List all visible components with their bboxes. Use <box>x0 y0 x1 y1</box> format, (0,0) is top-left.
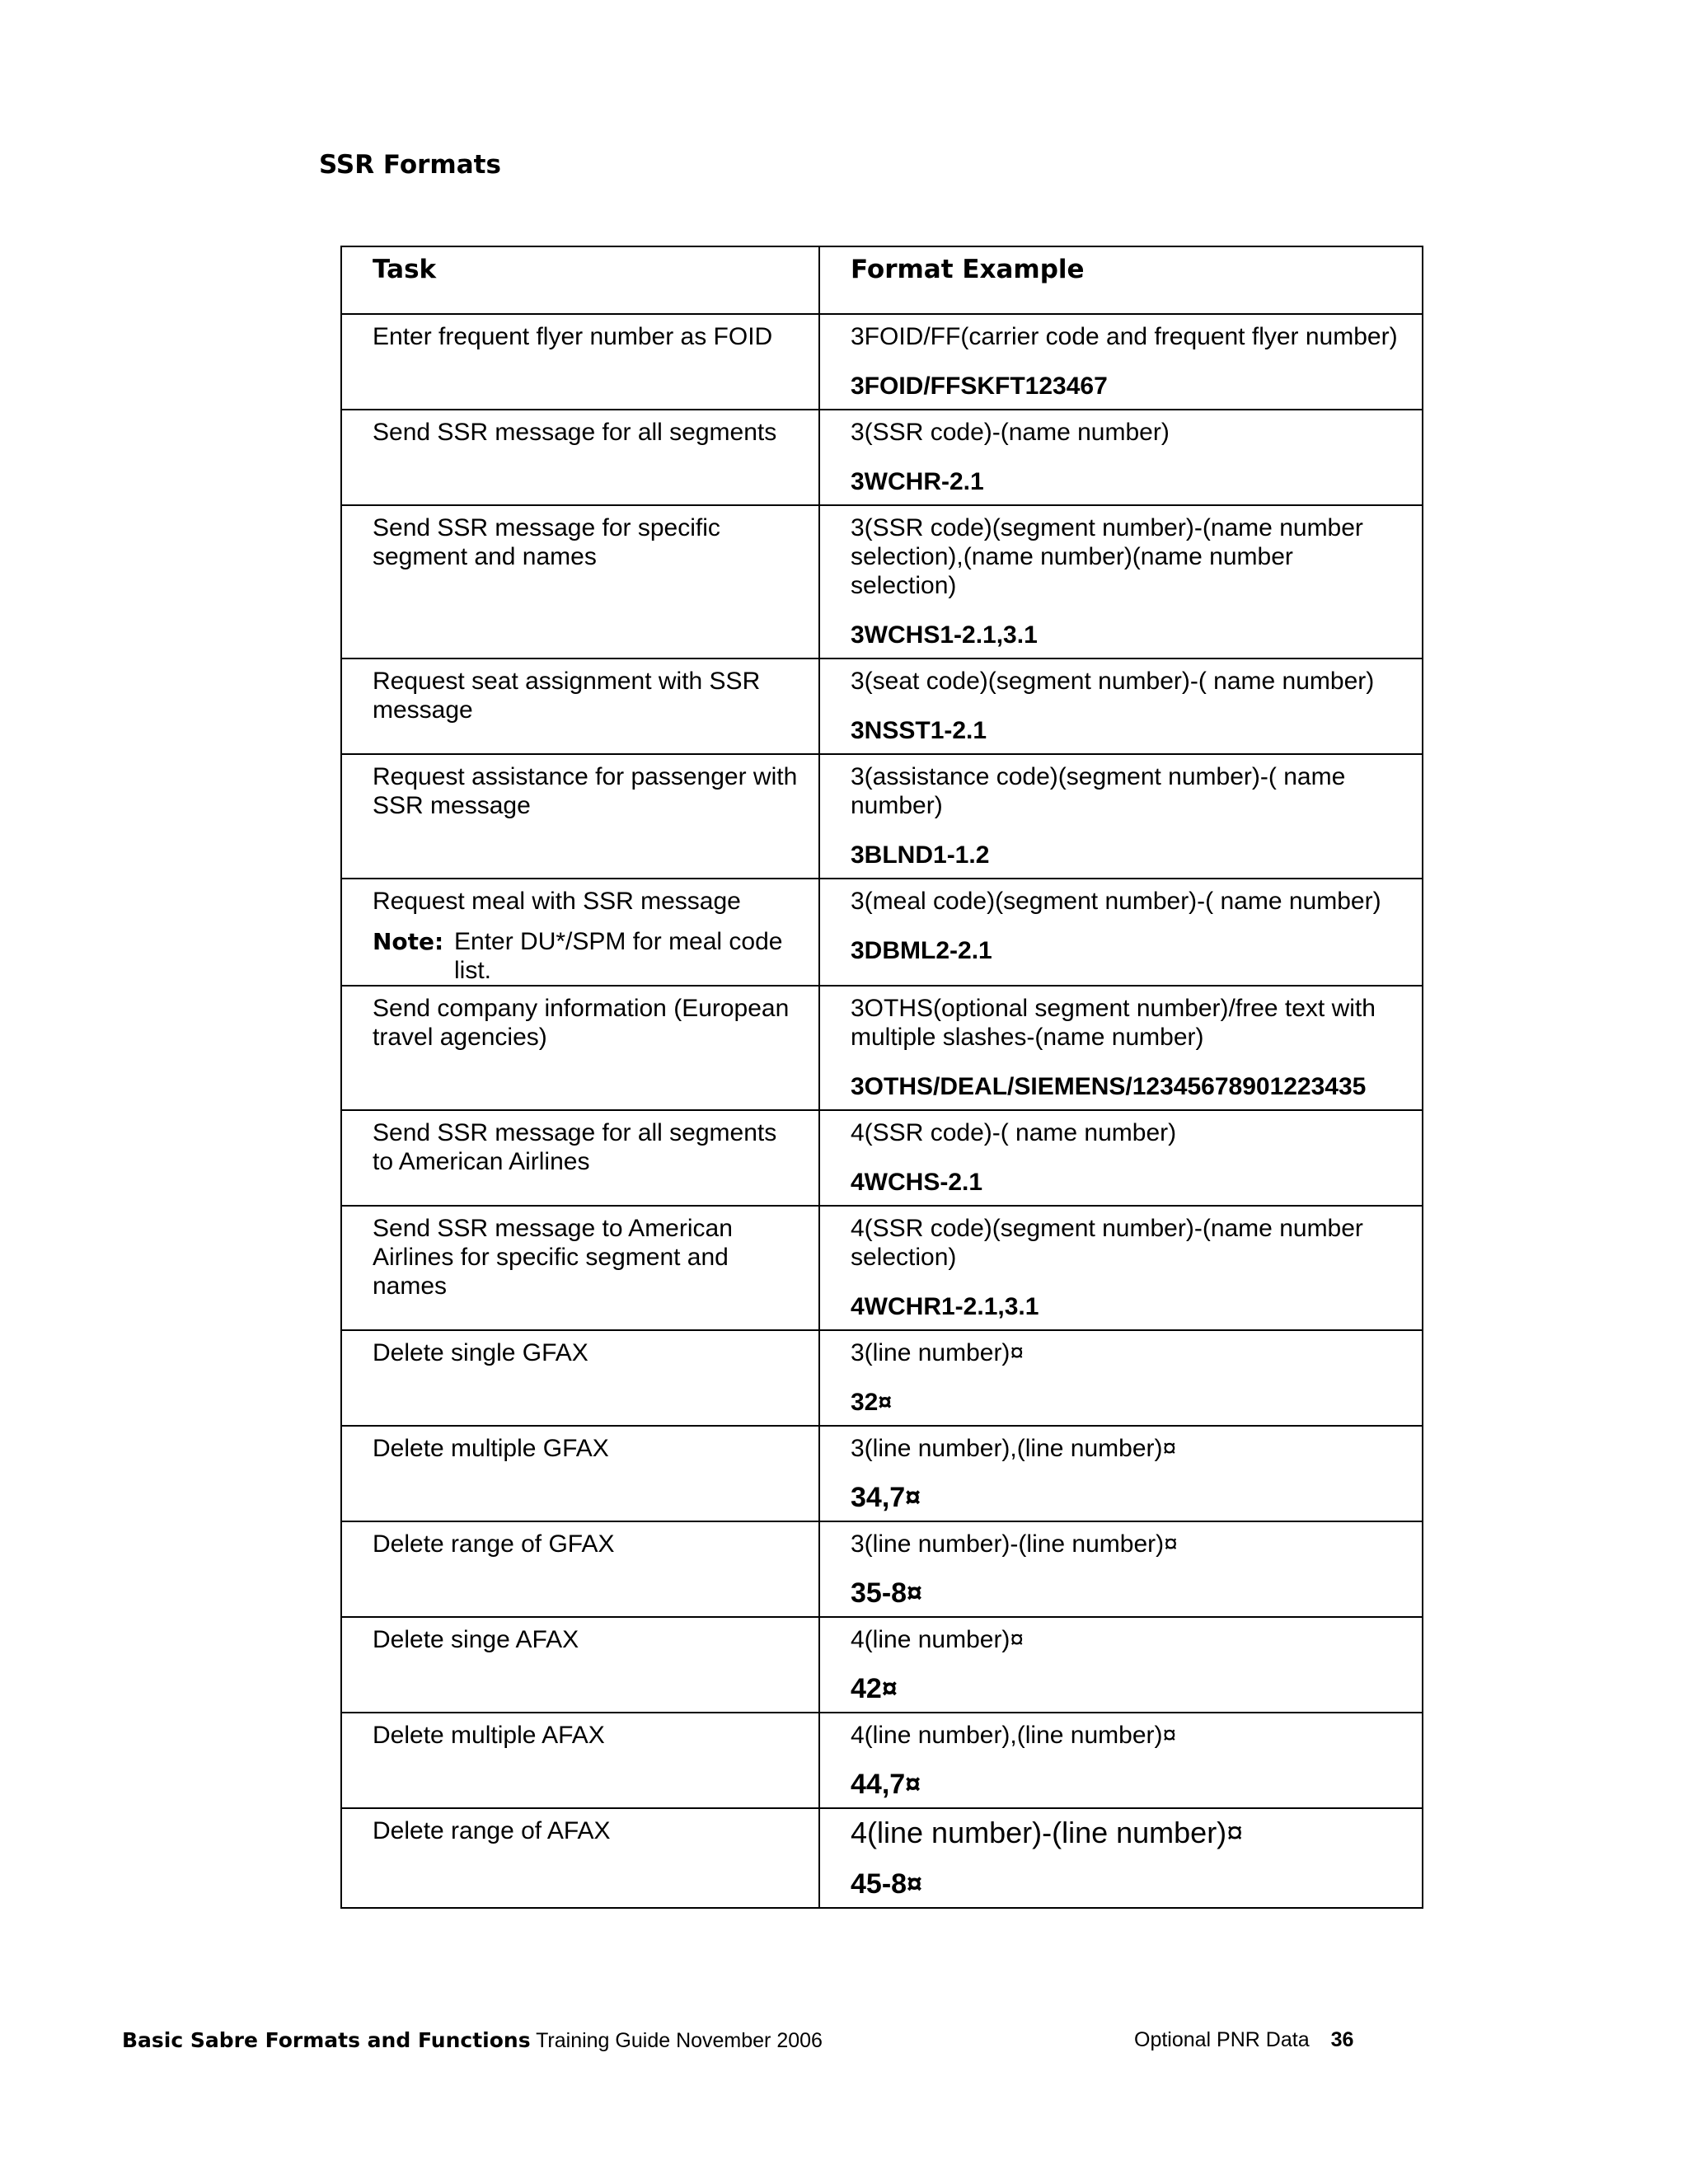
format-cell <box>819 879 1423 986</box>
task-cell <box>341 1330 819 1426</box>
table-row <box>341 986 1423 1110</box>
footer-guide-title: Basic Sabre Formats and Functions <box>122 2028 531 2052</box>
format-syntax: 3(line number)¤ <box>851 1339 1025 1366</box>
format-cell <box>819 1330 1423 1426</box>
table-row <box>341 410 1423 505</box>
table-row <box>341 1426 1423 1521</box>
format-cell <box>819 505 1423 658</box>
task-text: Send SSR message for specific segment and names <box>373 514 720 570</box>
note-text: Enter DU*/SPM for meal code list. <box>454 928 783 984</box>
format-syntax: 3FOID/FF(carrier code and frequent flyer number) <box>851 323 1398 350</box>
format-syntax: 4(line number),(line number)¤ <box>851 1722 1177 1749</box>
format-cell <box>819 1521 1423 1617</box>
format-example: 3WCHS1-2.1,3.1 <box>851 621 1038 649</box>
format-example: 4WCHS-2.1 <box>851 1169 983 1196</box>
task-text: Delete single GFAX <box>373 1339 588 1366</box>
format-syntax: 3OTHS(optional segment number)/free text with multiple slashes-(name number) <box>851 995 1376 1051</box>
format-syntax: 3(SSR code)-(name number) <box>851 419 1170 446</box>
format-syntax: 4(SSR code)-( name number) <box>851 1119 1177 1146</box>
footer-guide-subtitle: Training Guide November 2006 <box>530 2029 823 2052</box>
task-text: Request meal with SSR message <box>373 888 741 915</box>
task-cell <box>341 1521 819 1617</box>
format-example: 3BLND1-1.2 <box>851 841 990 869</box>
task-cell <box>341 879 819 986</box>
format-example: 3WCHR-2.1 <box>851 468 984 495</box>
task-text: Send SSR message for all segments to American Airlines <box>373 1119 777 1175</box>
task-text: Send company information (European travel agencies) <box>373 995 790 1051</box>
format-cell <box>819 1617 1423 1713</box>
section-title: SSR Formats <box>319 150 501 180</box>
task-note <box>373 927 802 985</box>
table-row <box>341 1521 1423 1617</box>
format-syntax: 3(line number),(line number)¤ <box>851 1435 1177 1462</box>
task-cell <box>341 1110 819 1206</box>
task-text: Delete range of GFAX <box>373 1530 615 1558</box>
task-cell <box>341 754 819 879</box>
format-cell <box>819 1110 1423 1206</box>
format-example: 35-8¤ <box>851 1577 922 1609</box>
format-syntax: 4(line number)-(line number)¤ <box>851 1816 1244 1849</box>
table-row <box>341 1110 1423 1206</box>
format-example: 3FOID/FFSKFT123467 <box>851 373 1108 400</box>
ssr-formats-table <box>340 246 1423 1909</box>
format-syntax: 3(SSR code)(segment number)-(name number selection),(name number)(name number selection) <box>851 514 1363 599</box>
table-row <box>341 314 1423 410</box>
table-row <box>341 505 1423 658</box>
format-cell <box>819 1426 1423 1521</box>
table-row <box>341 1808 1423 1908</box>
task-cell <box>341 1713 819 1808</box>
task-cell <box>341 986 819 1110</box>
task-text: Request assistance for passenger with SSR message <box>373 763 798 819</box>
task-text: Send SSR message for all segments <box>373 419 777 446</box>
header-format-example: Format Example <box>819 246 1423 314</box>
footer-section-name: Optional PNR Data <box>1134 2028 1310 2051</box>
task-text: Delete range of AFAX <box>373 1817 611 1844</box>
table-row <box>341 658 1423 754</box>
format-syntax: 3(seat code)(segment number)-( name number) <box>851 668 1375 695</box>
format-example: 3DBML2-2.1 <box>851 937 992 964</box>
format-example: 3OTHS/DEAL/SIEMENS/12345678901223435 <box>851 1073 1367 1100</box>
format-cell <box>819 1713 1423 1808</box>
format-cell <box>819 658 1423 754</box>
format-syntax: 4(line number)¤ <box>851 1626 1025 1653</box>
format-example: 3NSST1-2.1 <box>851 717 987 744</box>
task-text: Delete multiple GFAX <box>373 1435 609 1462</box>
task-text: Enter frequent flyer number as FOID <box>373 323 773 350</box>
table-row <box>341 1617 1423 1713</box>
task-cell <box>341 1617 819 1713</box>
format-cell <box>819 1206 1423 1330</box>
format-example: 32¤ <box>851 1389 893 1416</box>
task-cell <box>341 1426 819 1521</box>
format-cell <box>819 410 1423 505</box>
format-cell <box>819 986 1423 1110</box>
task-text: Delete singe AFAX <box>373 1626 579 1653</box>
task-cell <box>341 1206 819 1330</box>
format-cell <box>819 754 1423 879</box>
format-example: 42¤ <box>851 1673 898 1704</box>
table-row <box>341 754 1423 879</box>
format-syntax: 3(meal code)(segment number)-( name number) <box>851 888 1381 915</box>
format-cell <box>819 1808 1423 1908</box>
task-cell <box>341 1808 819 1908</box>
format-cell <box>819 314 1423 410</box>
task-text: Request seat assignment with SSR message <box>373 668 761 724</box>
table-row <box>341 879 1423 986</box>
task-cell <box>341 658 819 754</box>
format-example: 44,7¤ <box>851 1769 921 1800</box>
task-cell <box>341 505 819 658</box>
table-row <box>341 1713 1423 1808</box>
table-header-row <box>341 246 1423 314</box>
footer-section <box>1134 2028 1353 2052</box>
format-example: 45-8¤ <box>851 1868 922 1900</box>
table-row <box>341 1206 1423 1330</box>
header-task: Task <box>341 246 819 314</box>
format-example: 4WCHR1-2.1,3.1 <box>851 1293 1039 1320</box>
page-number: 36 <box>1330 2028 1354 2051</box>
format-example: 34,7¤ <box>851 1482 921 1513</box>
format-syntax: 4(SSR code)(segment number)-(name number selection) <box>851 1215 1363 1271</box>
task-cell <box>341 410 819 505</box>
footer-guide <box>122 2028 823 2053</box>
table-row <box>341 1330 1423 1426</box>
task-cell <box>341 314 819 410</box>
format-syntax: 3(line number)-(line number)¤ <box>851 1530 1178 1558</box>
format-syntax: 3(assistance code)(segment number)-( name number) <box>851 763 1346 819</box>
task-text: Send SSR message to American Airlines for specific segment and names <box>373 1215 733 1300</box>
note-label: Note: <box>373 928 444 955</box>
task-text: Delete multiple AFAX <box>373 1722 605 1749</box>
